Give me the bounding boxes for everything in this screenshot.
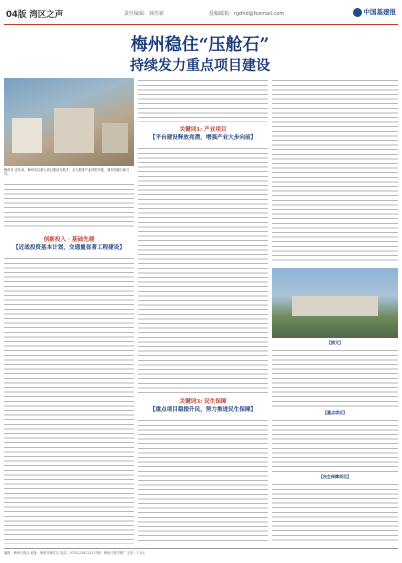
section-1-title: 创新投入 · 基础先建	[43, 237, 95, 243]
body-text-block	[4, 256, 134, 544]
photo-caption: 梅州市 近年来，梅州市以重大项目建设为抓手，全力推进产业转型升级，城市面貌日新月异。	[4, 168, 130, 177]
newspaper-logo	[353, 7, 397, 17]
page-label: 04版 湾区之声	[6, 10, 64, 20]
body-text-block	[272, 348, 398, 408]
section-5-title: 【民生保障项目】	[319, 474, 351, 479]
headline-line-1: 梅州稳住“压舱石”	[130, 35, 270, 55]
article-photo-2	[272, 268, 398, 338]
body-text-block	[272, 482, 398, 544]
email-line: 投稿邮箱：rgdhd@foxmail.com	[209, 11, 285, 17]
section-3-header	[138, 398, 268, 414]
article-photo	[4, 78, 134, 166]
logo-text: 中国基建报	[363, 8, 396, 16]
section-1-subtitle: 【近战投资基本计划，交通量显著工程建设】	[13, 245, 125, 251]
body-text-block	[272, 418, 398, 472]
body-text-block	[138, 78, 268, 122]
section-3-subtitle: 【重点项目稳提升民，努力推进民生保障】	[149, 407, 257, 413]
body-text-block	[272, 78, 398, 264]
editor-line: 责任编辑：韩佳新	[124, 11, 165, 17]
body-text-block	[4, 182, 134, 230]
section-2-subtitle: 【平台建设释放亮潜，增强产业大步向前】	[149, 135, 257, 141]
section-3-title: 关键词3: 民生保障	[179, 399, 227, 405]
photo-2-caption: 【图文】	[327, 340, 343, 345]
body-text-block	[138, 418, 268, 544]
headline	[60, 35, 340, 75]
section-1-header	[4, 236, 134, 252]
section-2-header	[138, 126, 268, 142]
page-header	[4, 3, 398, 25]
section-2-title: 关键词1: 产业项目	[179, 127, 227, 133]
logo-icon	[353, 8, 362, 17]
page-footer: 编辑：梅州日报社 地址：梅州市梅江区 电话：0753-2181111 印刷：梅州日报印刷厂 定价：1.5元	[4, 548, 398, 555]
section-4-title: 【重点项目】	[323, 410, 347, 415]
headline-line-2: 持续发力重点项目建设	[130, 58, 270, 74]
body-text-block	[138, 146, 268, 394]
